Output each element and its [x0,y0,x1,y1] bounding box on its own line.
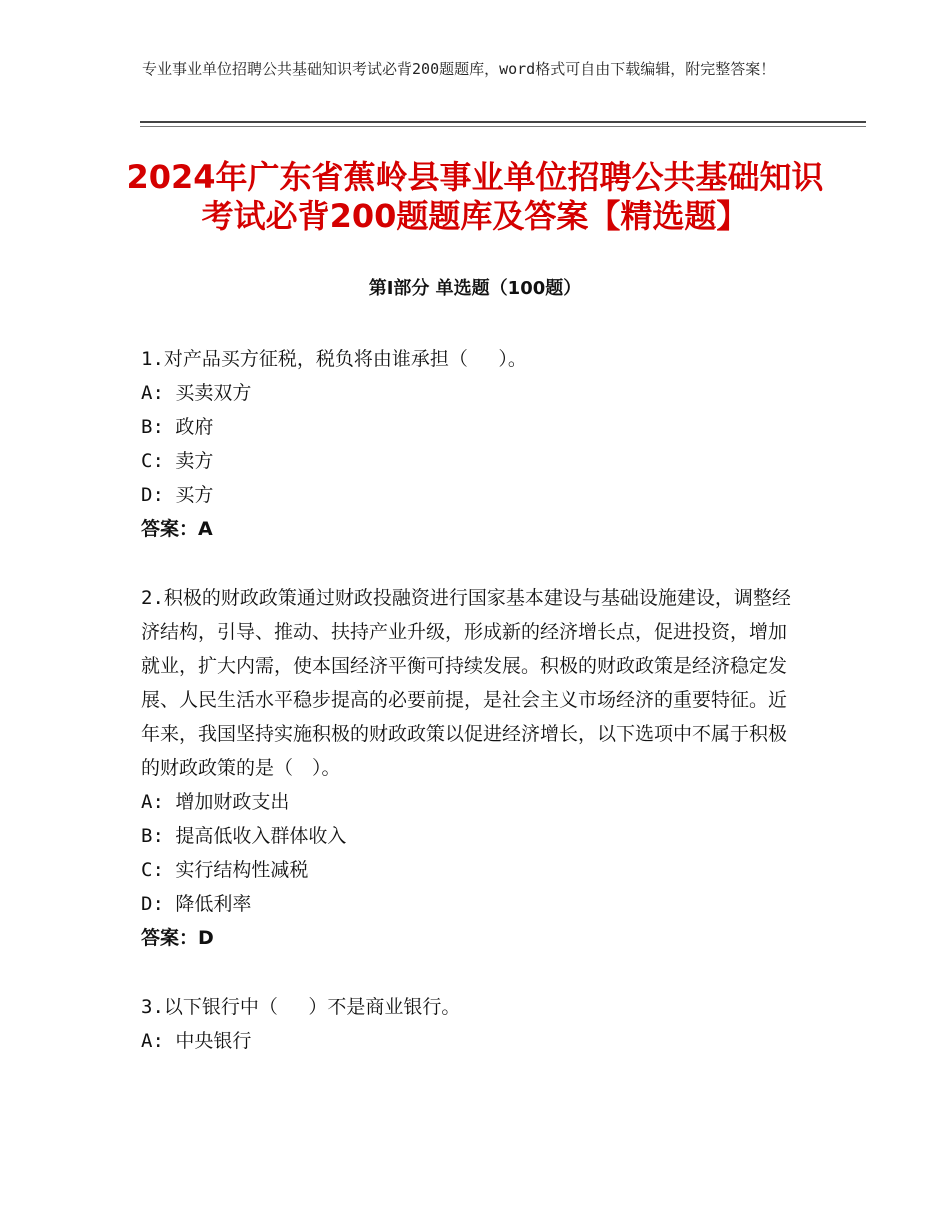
question-list [141,342,801,1093]
question-stem: 1.对产品买方征税，税负将由谁承担（ ）。 [141,348,527,370]
header-note: 专业事业单位招聘公共基础知识考试必背200题题库，word格式可自由下载编辑，附完整答案！ [142,60,776,78]
header-divider [140,121,866,123]
document-title: 2024年广东省蕉岭县事业单位招聘公共基础知识考试必背200题题库及答案【精选题】 [126,158,824,235]
question-1 [141,342,801,546]
option-b: B: 提高低收入群体收入 [141,825,347,847]
question-3 [141,990,801,1058]
option-d: D: 降低利率 [141,893,252,915]
header-divider-thin [140,126,866,127]
question-stem: 2.积极的财政政策通过财政投融资进行国家基本建设与基础设施建设，调整经济结构，引导、推动、扶持产业升级，形成新的经济增长点，促进投资，增加就业，扩大内需，使本国经济平衡可持续发展。积极的财政政策是经济稳定发展、人民生活水平稳步提高的必要前提，是社会主义市场经济的重要特征。近年来，我国坚持实施积极的财政政策以促进经济增长，以下选项中不属于积极的财政政策的是（ ）。 [141,587,791,779]
option-d: D: 买方 [141,484,214,506]
section-title: 第Ⅰ部分 单选题（100题） [368,278,582,299]
answer-line: 答案：D [141,927,214,949]
question-2 [141,581,801,955]
option-c: C: 卖方 [141,450,214,472]
option-b: B: 政府 [141,416,214,438]
answer-line: 答案：A [141,518,213,540]
option-c: C: 实行结构性减税 [141,859,309,881]
option-a: A: 中央银行 [141,1030,252,1052]
question-stem: 3.以下银行中（ ）不是商业银行。 [141,996,461,1018]
option-a: A: 买卖双方 [141,382,252,404]
option-a: A: 增加财政支出 [141,791,290,813]
